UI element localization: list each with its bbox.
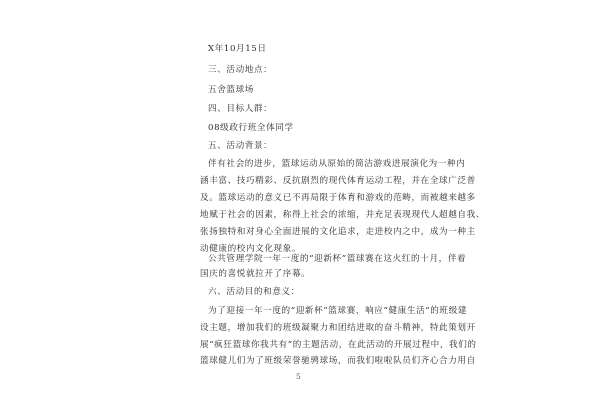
location-text: 五舍篮球场 xyxy=(208,85,254,95)
background-line: 涵丰富、技巧精彩、反抗剧烈的现代体育运动工程，并在全球广泛普 xyxy=(200,176,476,186)
heading-purpose: 六、活动目的和意义： xyxy=(208,287,300,297)
purpose-line: 为了迎接一年一度的“迎新杯”篮球赛，响应“健康生活”的班级建 xyxy=(208,306,468,316)
purpose-line: 篮球健儿们为了班级荣誉驰骋球场，而我们啦啦队员们齐心合力用自 xyxy=(200,356,476,366)
heading-background: 五、活动背景： xyxy=(208,141,273,151)
purpose-line: 设主题，增加我们的班级凝聚力和团结进取的奋斗精神，特此策划开 xyxy=(200,323,476,333)
page-number: 5 xyxy=(296,372,301,381)
paragraph-line: 国庆的喜悦就拉开了序幕。 xyxy=(200,269,311,279)
background-line: 伴有社会的进步，篮球运动从原始的简洁游戏进展演化为一种内 xyxy=(208,159,466,169)
background-line: 张扬独特和对身心全面进展的文化追求，走进校内之中，成为一种主 xyxy=(200,227,476,237)
background-line: 地赋于社会的因素，称得上社会的浓缩，并充足表现现代人超越自我、 xyxy=(200,210,486,220)
heading-location: 三、活动地点： xyxy=(208,65,273,75)
background-line: 及。篮球运动的意义已不再局限于体育和游戏的范畴，而被越来越多 xyxy=(200,193,476,203)
target-text: 08级政行班全体同学 xyxy=(208,123,294,133)
date-line: X年10月15日 xyxy=(208,44,267,54)
purpose-line: 展“疯狂篮球你我共有”的主题活动，在此活动的开展过程中，我们的 xyxy=(200,340,477,350)
paragraph-line: 公共管理学院一年一度的“迎新杯”篮球赛在这火红的十月，伴着 xyxy=(208,254,467,264)
background-line: 动健康的校内文化现象。 xyxy=(200,244,302,254)
heading-target: 四、目标人群： xyxy=(208,104,273,114)
